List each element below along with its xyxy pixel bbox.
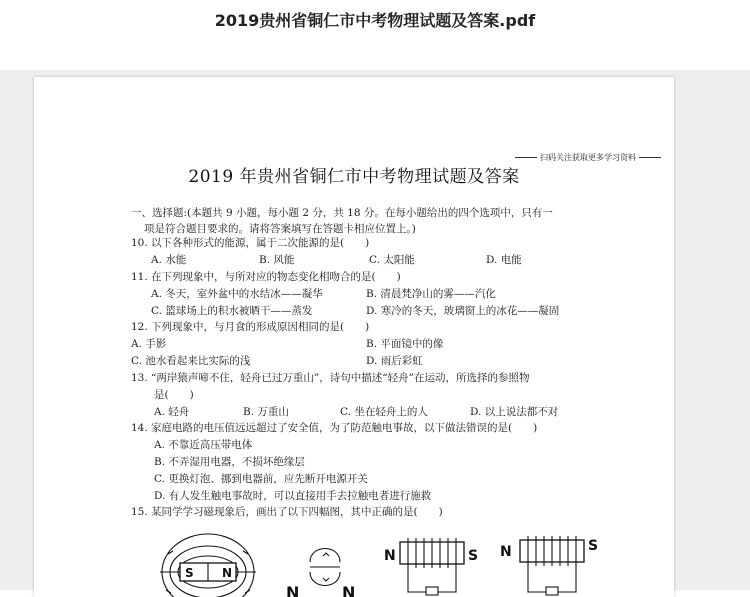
q13-stem-line2: 是( ) [154, 389, 194, 401]
q14-option-b: B. 不弄湿用电器，不损坏绝缘层 [154, 456, 305, 468]
file-title: 2019贵州省铜仁市中考物理试题及答案.pdf [214, 11, 536, 30]
figure2-right-pole-label: N [342, 583, 356, 597]
q11-stem: 11. 在下列现象中，与所对应的物态变化相吻合的是( ) [131, 271, 401, 283]
q13-option-d: D. 以上说法都不对 [470, 406, 559, 418]
header-dash-left [515, 157, 537, 158]
figure3-right-pole-label: S [468, 548, 479, 564]
section-instruction-line1: 一、选择题:(本题共 9 小题，每小题 2 分，共 18 分。在每小题给出的四个选项中，只有一 [131, 207, 553, 219]
solenoid-figure-4 [498, 532, 608, 597]
q10-option-b: B. 风能 [259, 254, 295, 266]
viewer-title-bar [0, 0, 750, 71]
q10-option-a: A. 水能 [151, 254, 187, 266]
q14-option-a: A. 不靠近高压带电体 [154, 439, 253, 451]
q11-option-b: B. 清晨梵净山的雾——汽化 [366, 288, 496, 300]
q10-option-d: D. 电能 [486, 254, 522, 266]
q14-option-c: C. 更换灯泡、挪到电器前，应先断开电源开关 [154, 473, 368, 485]
q14-stem: 14. 家庭电路的电压值远远超过了安全值，为了防范触电事故，以下做法错误的是( ) [131, 422, 538, 434]
figure1-right-pole-label: N [222, 566, 233, 580]
figure4-right-pole-label: S [588, 538, 599, 554]
solenoid-figure-3 [382, 532, 482, 597]
section-instruction-line2: 项是符合题目要求的。请将答案填写在答题卡相应位置上。) [144, 223, 416, 235]
q12-option-a: A. 手影 [131, 338, 167, 350]
q13-stem-line1: 13. “两岸猿声啼不住，轻舟已过万重山”，诗句中描述“轻舟”在运动，所选择的参照物 [131, 372, 530, 384]
q11-option-c: C. 篮球场上的积水被晒干——蒸发 [151, 305, 313, 317]
q13-option-c: C. 坐在轻舟上的人 [340, 406, 428, 418]
q10-option-c: C. 太阳能 [369, 254, 415, 266]
document-title: 2019 年贵州省铜仁市中考物理试题及答案 [188, 167, 520, 187]
magnet-figure-2 [280, 532, 370, 597]
q10-stem: 10. 以下各种形式的能源，属于二次能源的是( ) [131, 237, 370, 249]
q12-option-c: C. 池水看起来比实际的浅 [131, 355, 251, 367]
q13-option-b: B. 万重山 [243, 406, 289, 418]
magnet-figure-1 [158, 532, 258, 597]
pdf-page [34, 77, 674, 597]
figure2-left-pole-label: N [286, 583, 300, 597]
header-dash-right [639, 157, 661, 158]
q12-option-b: B. 平面镜中的像 [366, 338, 444, 350]
q14-option-d: D. 有人发生触电事故时，可以直接用手去拉触电者进行施救 [154, 490, 432, 502]
q13-option-a: A. 轻舟 [154, 406, 190, 418]
q11-option-a: A. 冬天，室外盆中的水结冰——凝华 [151, 288, 323, 300]
q15-stem: 15. 某同学学习磁现象后，画出了以下四幅图，其中正确的是( ) [131, 506, 443, 518]
q11-option-d: D. 寒冷的冬天，玻璃窗上的冰花——凝固 [366, 305, 560, 317]
figure4-left-pole-label: N [500, 544, 512, 560]
figure3-left-pole-label: N [384, 548, 396, 564]
header-note-text: 扫码关注获取更多学习资料 [540, 153, 636, 162]
figure1-left-pole-label: S [185, 566, 194, 580]
q12-option-d: D. 雨后彩虹 [366, 355, 423, 367]
q12-stem: 12. 下列现象中，与月食的形成原因相同的是( ) [131, 321, 370, 333]
